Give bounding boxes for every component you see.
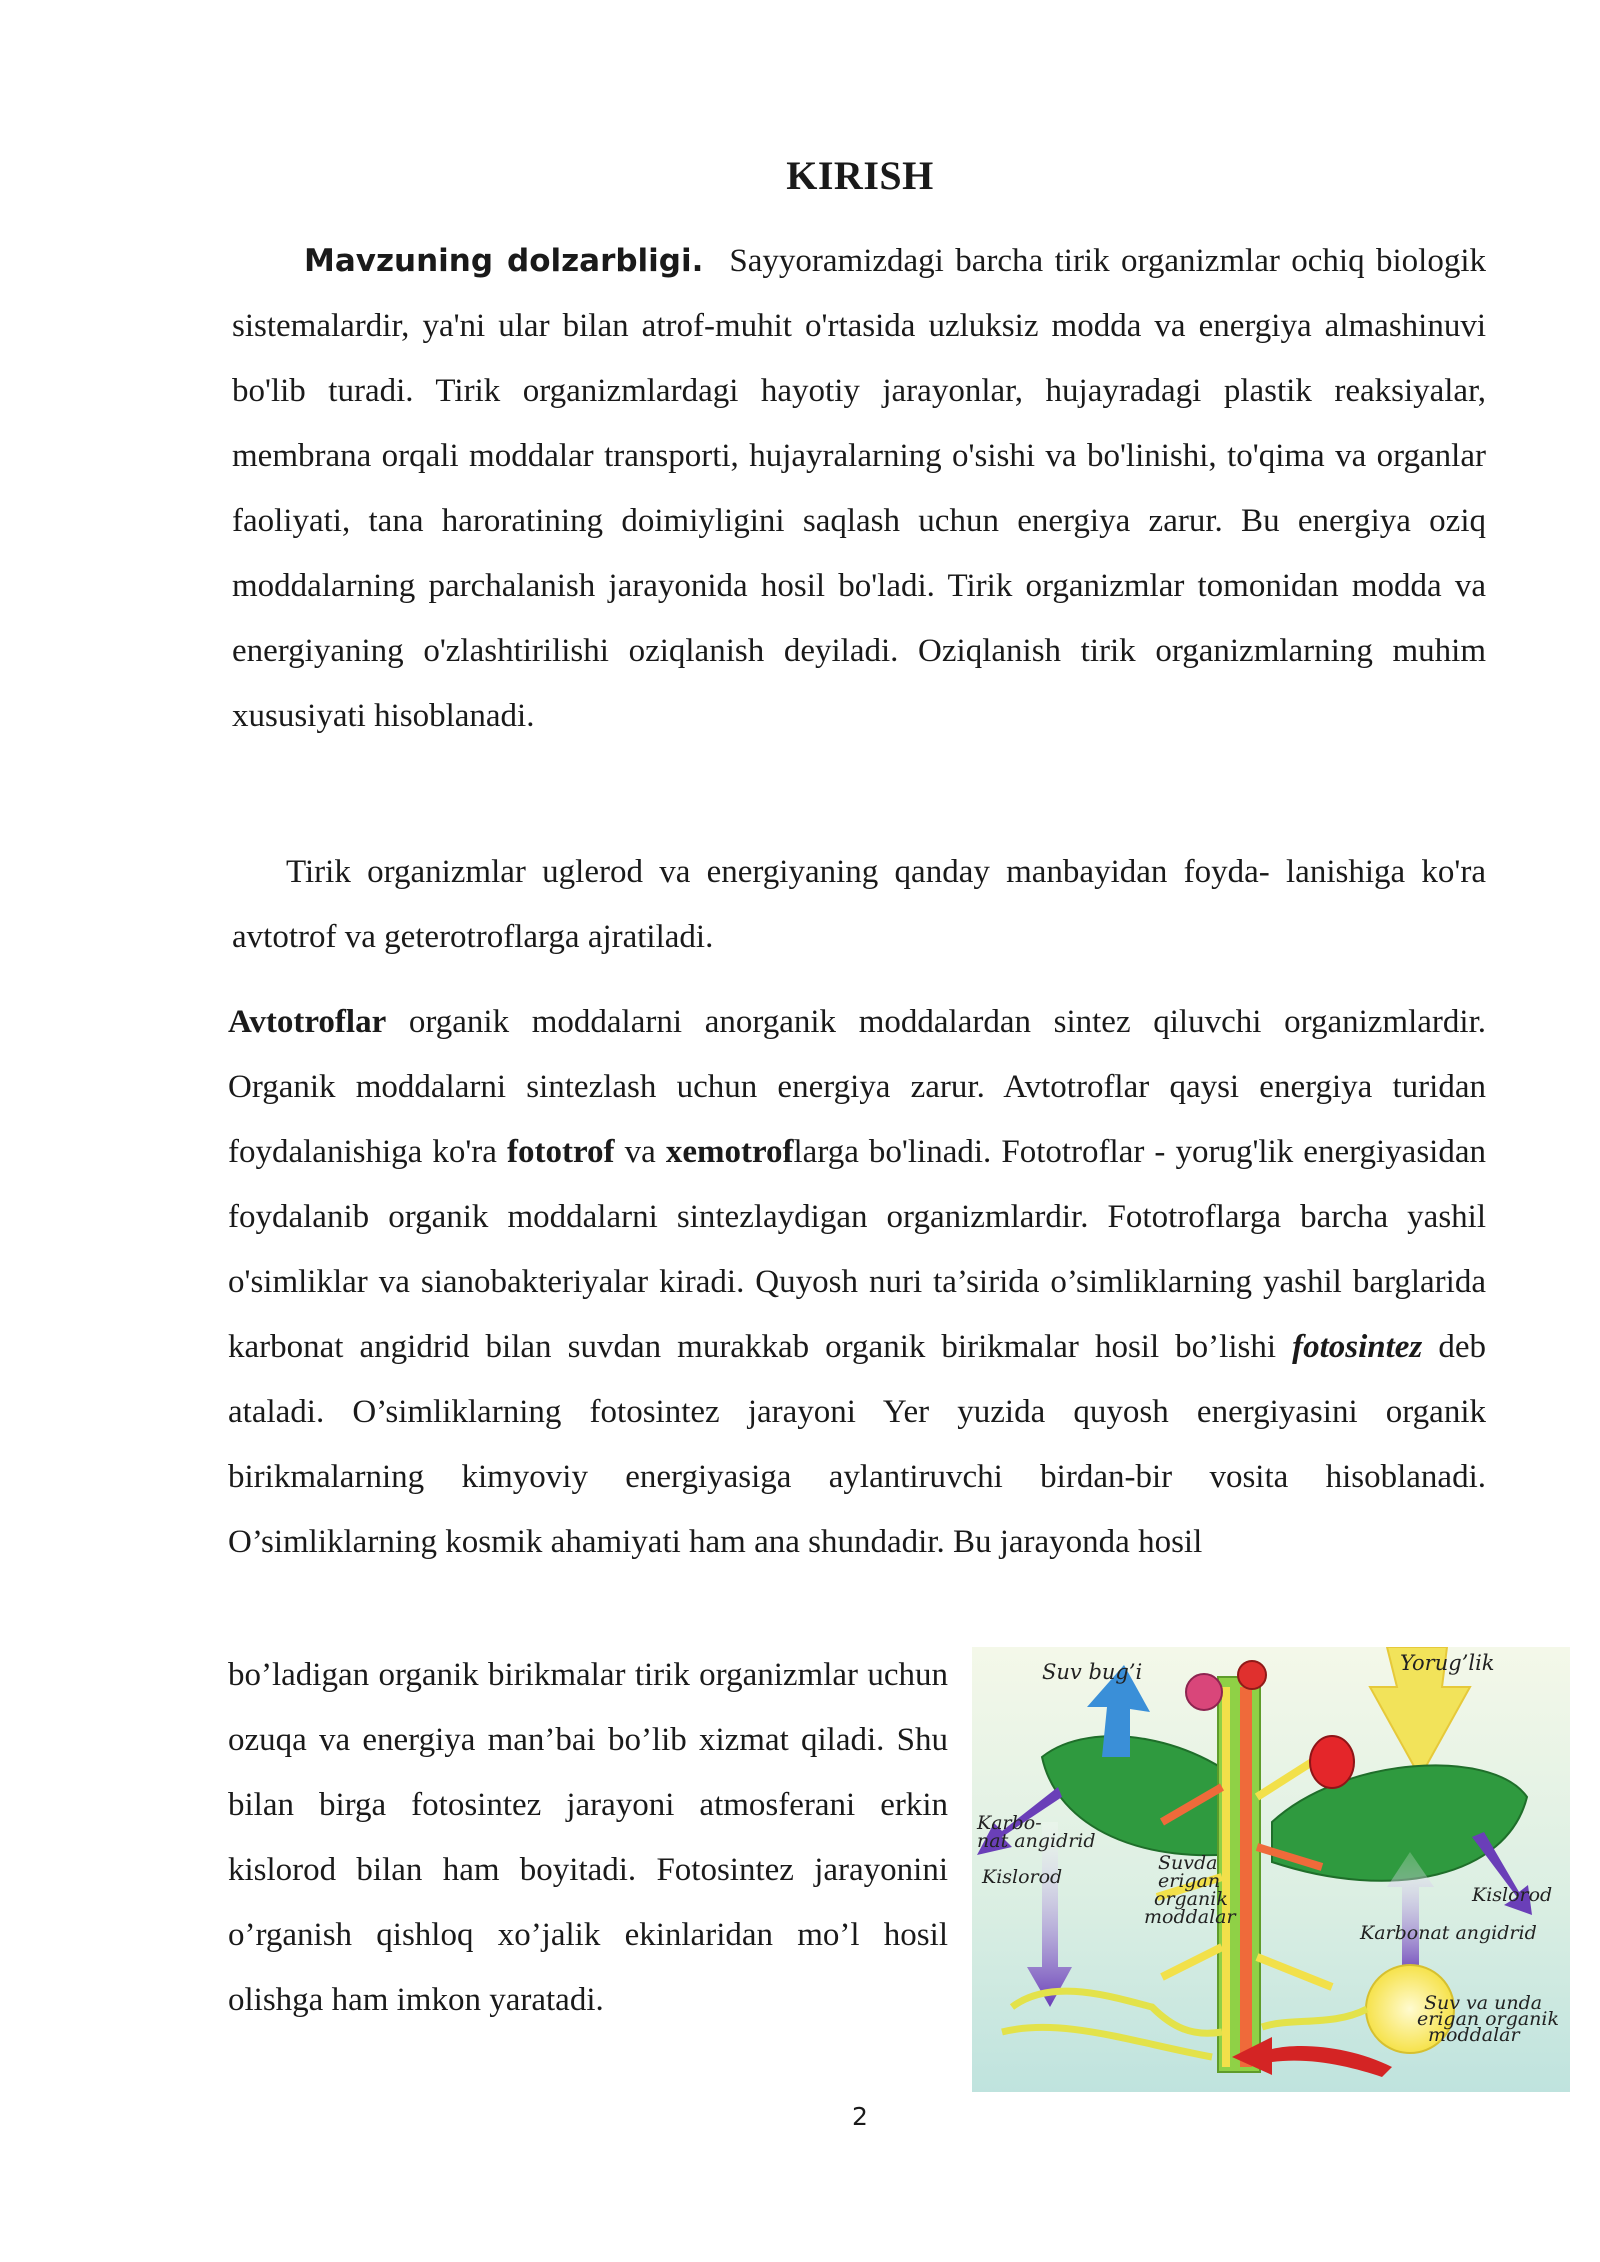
label-water-vapor: Suv bug’i [1042, 1660, 1143, 1684]
label-oxygen-left: Kislorod [982, 1866, 1063, 1888]
photosynthesis-diagram [972, 1647, 1570, 2092]
photosynthesis-illustration [972, 1647, 1570, 2092]
flower [1186, 1674, 1222, 1710]
label-water-2: erigan organik [1417, 2008, 1560, 2030]
label-water-1: Suv va unda [1424, 1992, 1543, 2014]
label-dissolved-4: moddalar [1144, 1906, 1236, 1928]
xylem-channel [1222, 1687, 1230, 2067]
label-co2-left-1: Karbo- [977, 1812, 1042, 1834]
label-co2-left-2: nat angidrid [977, 1830, 1096, 1852]
autotroph-paragraph [228, 990, 1486, 1575]
label-dissolved-2: erigan [1158, 1870, 1221, 1892]
phloem-channel [1240, 1687, 1252, 2067]
term-xemotrof: xemotrof [665, 1134, 794, 1170]
label-dissolved-1: Suvda [1158, 1852, 1218, 1874]
page-number: 2 [852, 2102, 868, 2131]
label-oxygen-right: Kislorod [1472, 1884, 1553, 1906]
intro-lead: Mavzuning dolzarbligi. [304, 243, 704, 279]
term-avtotroflar: Avtotroflar [228, 1004, 387, 1040]
intro-paragraph [232, 229, 1486, 749]
label-dissolved-3: organik [1154, 1888, 1228, 1910]
label-co2-right: Karbonat angidrid [1360, 1922, 1537, 1944]
label-water-3: moddalar [1428, 2024, 1520, 2046]
fruit [1310, 1736, 1354, 1788]
page-title: KIRISH [786, 153, 934, 198]
autotroph-text-3: larga bo'linadi. Fototroflar - yorug'lik energiyasidan foydalanib organik moddalarni sintezlaydigan organizmlardir. Fototroflarga barcha yashil o'simliklar va sianobakteriyalar kiradi. Quyosh nuri ta’sirida o’simliklarning yashil barglarida karbonat angidrid bilan suvdan murakkab organik birikmalar hosil bo’lishi [228, 1134, 1486, 1365]
bud [1238, 1661, 1266, 1689]
term-fototrof: fototrof [507, 1134, 615, 1170]
autotroph-text-2: va [614, 1134, 666, 1170]
photosynthesis-paragraph: bo’ladigan organik birikmalar tirik organizmlar uchun ozuqa va energiya man’bai bo’lib xizmat qiladi. Shu bilan birga fotosintez jarayoni atmosferani erkin kislorod bilan ham boyitadi. Fotosintez jarayonini o’rganish qishloq xo’jalik ekinlaridan mo’l hosil olishga ham imkon yaratadi. [228, 1657, 948, 2018]
intro-text: Sayyoramizdagi barcha tirik organizmlar ochiq biologik sistemalardir, ya'ni ular bilan atrof-muhit o'rtasida uzluksiz modda va energiya almashinuvi bo'lib turadi. Tirik organizmlardagi hayotiy jarayonlar, hujayradagi plastik reaksiyalar, membrana orqali moddalar transporti, hujayralarning o'sishi va bo'linishi, to'qima va organlar faoliyati, tana haroratining doimiyligini saqlash uchun energiya zarur. Bu energiya oziq moddalarning parchalanish jarayonida hosil bo'ladi. Tirik organizmlar tomonidan modda va energiyaning o'zlashtirilishi oziqlanish deyiladi. Oziqlanish tirik organizmlarning muhim xususiyati hisoblanadi. [232, 243, 1486, 734]
classification-paragraph: Tirik organizmlar uglerod va energiyaning qanday manbayidan foyda- lanishiga ko'ra avtotrof va geterotroflarga ajratiladi. [232, 854, 1486, 955]
autotroph-text-1: organik moddalarni anorganik moddalardan sintez qiluvchi organizmlardir. Organik moddalarni sintezlash uchun energiya zarur. Avtotroflar qaysi energiya turidan foydalanishiga ko'ra [228, 1004, 1486, 1170]
term-fotosintez: fotosintez [1292, 1329, 1423, 1365]
label-light: Yorug’lik [1400, 1651, 1495, 1675]
autotroph-text-4: deb ataladi. O’simliklarning fotosintez jarayoni Yer yuzida quyosh energiyasini organik birikmalarning kimyoviy energiyasiga aylantiruvchi birdan-bir vosita hisoblanadi. O’simliklarning kosmik ahamiyati ham ana shundadir. Bu jarayonda hosil [228, 1329, 1486, 1560]
